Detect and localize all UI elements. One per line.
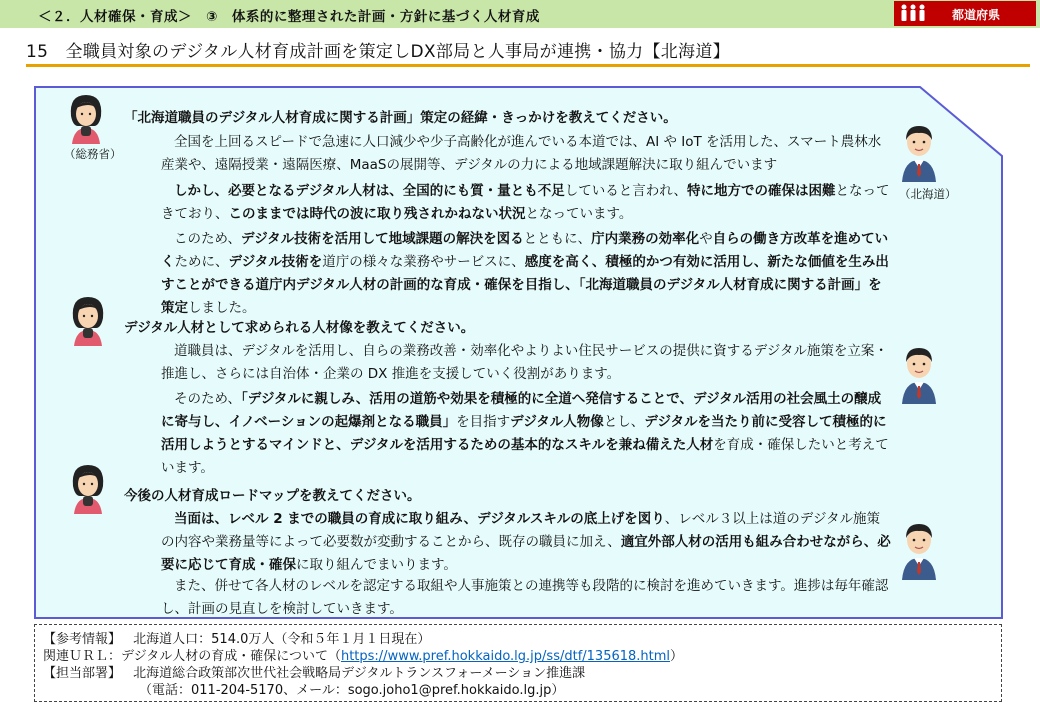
emphasis-text: このままでは時代の波に取り残されかねない状況 — [228, 206, 526, 222]
emphasis-text: デジタル人物像 — [510, 414, 604, 430]
body-text: とともに、 — [523, 231, 592, 247]
url-close: ） — [670, 649, 684, 664]
answer-2-para-1: 道職員は、デジタルを活用し、自らの業務改善・効率化やよりよい住民サービスの提供に資するデジタル施策を立案・推進し、さらには自治体・企業の DX 推進を支援していく役割があります。 — [161, 343, 888, 382]
question-3: 今後の人材育成ロードマップを教えてください。 — [124, 488, 421, 504]
answer-3-para-1 — [161, 508, 891, 577]
respondent-avatar-1 — [898, 122, 940, 182]
question-2: デジタル人材として求められる人材像を教えてください。 — [124, 320, 475, 336]
answer-1-para-2 — [161, 180, 891, 226]
body-text: や — [699, 231, 713, 247]
section-header-band — [0, 0, 1040, 28]
url-label: 関連ＵＲＬ：デジタル人材の育成・確保について（ — [43, 649, 341, 664]
emphasis-text: デジタルを当たり前に受容して積極的に活用しようとするマインドと、デジタルを活用するための基本的なスキルを兼ね備えた人材 — [161, 414, 887, 453]
department-label: 【担当部署】 — [43, 666, 122, 681]
section-label: ＜２．人材確保・育成＞ ③ 体系的に整理された計画・方針に基づく人材育成 — [38, 9, 540, 25]
interviewer-label: （総務省） — [64, 147, 122, 161]
respondent-avatar-3 — [898, 520, 940, 580]
people-icon — [900, 4, 926, 22]
body-text: となってきており、 — [161, 183, 890, 222]
body-text: していると言われ、 — [564, 183, 688, 199]
body-text: 道庁の様々な業務やサービスに、 — [322, 254, 525, 270]
related-url-link[interactable]: https://www.pref.hokkaido.lg.jp/ss/dtf/135618.html — [340, 649, 671, 664]
emphasis-text: デジタル技術を活用して地域課題の解決を図る — [240, 231, 524, 247]
page-title: 15 全職員対象のデジタル人材育成計画を策定しDX部局と人事局が連携・協力【北海道】 — [26, 42, 730, 62]
body-text: とし、 — [603, 414, 645, 430]
contact-text: （電話：011-204-5170、メール：sogo.joho1@pref.hokkaido.lg.jp） — [139, 683, 565, 698]
interviewer-avatar-2 — [68, 294, 108, 346]
respondent-label: （北海道） — [899, 187, 957, 201]
emphasis-text: 当面は、レベル 2 までの職員の育成に取り組み、デジタルスキルの底上げを図り — [174, 511, 665, 527]
answer-1-para-3 — [161, 228, 891, 320]
body-text: しました。 — [188, 300, 256, 316]
title-underline — [26, 64, 1030, 67]
emphasis-text: 「デジタルに親しみ、活用の道筋や効果を積極的に全道へ発信することで、デジタル活用の社会風土の醸成に寄与し、イノベーションの起爆剤となる職員」 — [161, 391, 882, 430]
department-text: 北海道総合政策部次世代社会戦略局デジタルトランスフォーメーション推進課 — [133, 666, 586, 681]
body-text: に取り組んでまいります。 — [296, 557, 457, 573]
prefecture-badge — [894, 1, 1036, 26]
body-text: このため、 — [174, 231, 241, 247]
emphasis-text: 適宜外部人材の活用も組み合わせながら、必要に応じて育成・確保 — [161, 534, 891, 573]
body-text: を目指す — [456, 414, 511, 430]
interviewer-avatar-3 — [68, 462, 108, 514]
body-text: となっています。 — [525, 206, 633, 222]
emphasis-text: 庁内業務の効率化 — [591, 231, 700, 247]
body-text: を育成・確保したいと考えています。 — [161, 437, 889, 476]
reference-info-box — [34, 624, 1002, 702]
question-1: 「北海道職員のデジタル人材育成に関する計画」策定の経緯・きっかけを教えてください。 — [124, 110, 677, 126]
emphasis-text: 自らの働き方改革を進めていく — [161, 231, 889, 270]
respondent-avatar-2 — [898, 344, 940, 404]
body-text: 、レベル３以上は道のデジタル施策の内容や業務量等によって必要数が変動することから、既存の職員に加え、 — [161, 511, 880, 550]
emphasis-text: デジタル技術を — [228, 254, 323, 270]
emphasis-text: 感度を高く、積極的かつ有効に活用し、新たな価値を生み出すことができる道庁内デジタル人材の計画的な育成・確保を目指し、「北海道職員のデジタル人材育成に関する計画」を策定 — [161, 254, 889, 316]
body-text: そのため、 — [174, 391, 241, 407]
answer-2-para-2 — [161, 388, 891, 480]
answer-1-para-1: 全国を上回るスピードで急速に人口減少や少子高齢化が進んでいる本道では、AI や IoT を活用した、スマート農林水産業や、遠隔授業・遠隔医療、MaaSの展開等、デジタルの力による地域課題解決に取り組んでいます — [161, 134, 882, 173]
emphasis-text: しかし、必要となるデジタル人材は、全国的にも質・量とも不足 — [174, 183, 565, 199]
body-text: ために、 — [174, 254, 229, 270]
population-text: 北海道人口：514.0万人（令和５年１月１日現在） — [133, 632, 431, 647]
reference-label: 【参考情報】 — [43, 632, 122, 647]
emphasis-text: 特に地方での確保は困難 — [687, 183, 836, 199]
badge-label: 都道府県 — [952, 8, 1001, 22]
answer-3-para-2: また、併せて各人材のレベルを認定する取組や人事施策との連携等も段階的に検討を進めていきます。進捗は毎年確認し、計画の見直しを検討していきます。 — [161, 578, 889, 617]
interviewer-avatar-1 — [66, 92, 106, 144]
